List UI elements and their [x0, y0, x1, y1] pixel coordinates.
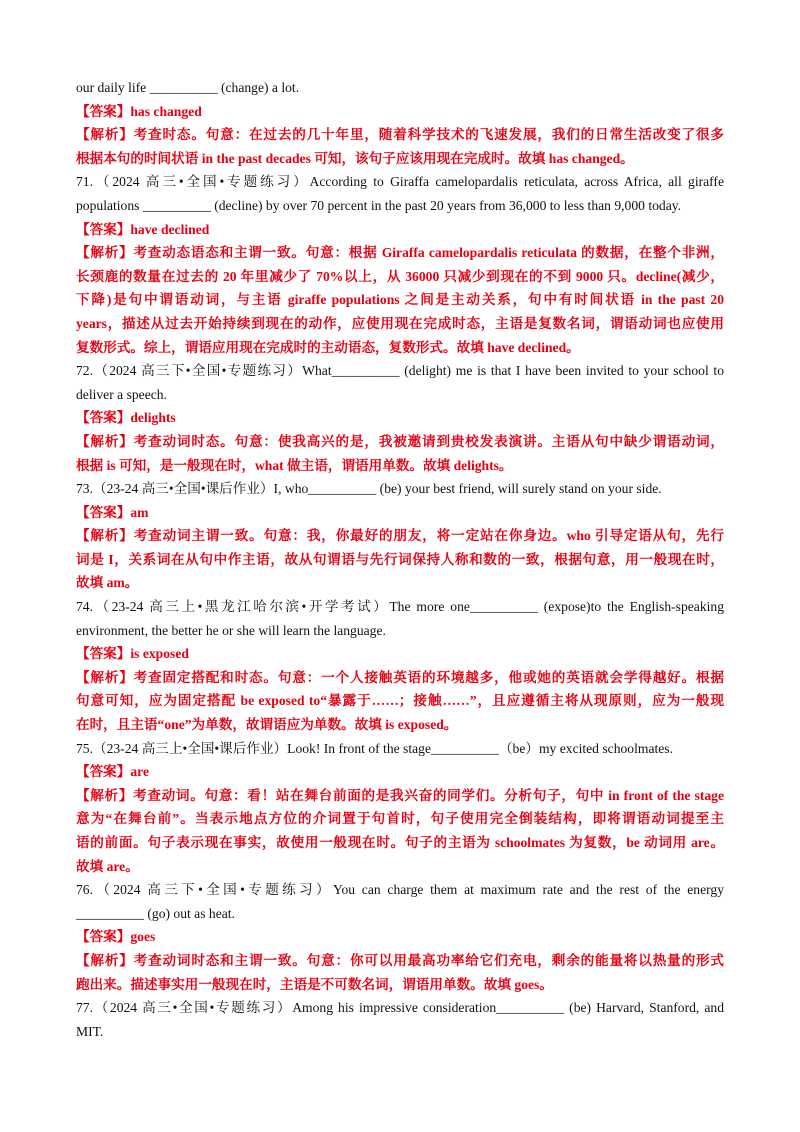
explanation-line: 【解析】考查动态语态和主谓一致。句意：根据 Giraffa camelopardalis reticulata 的数据，在整个非洲，: [76, 245, 724, 261]
answer-line: 【答案】is exposed: [76, 646, 189, 662]
explanation-line: 长颈鹿的数量在过去的 20 年里减少了 70%以上，从 36000 只减少到现在的不到 9000 只。decline(减少，: [76, 268, 724, 284]
explanation-block: [76, 123, 724, 170]
explanation-line: 【解析】考查动词。句意：看！站在舞台前面的是我兴奋的同学们。分析句子，句中 in front of the stage: [76, 787, 724, 803]
explanation-line: 根据 is 可知，是一般现在时，what 做主语，谓语用单数。故填 delights。: [76, 457, 513, 473]
explanation-block: [76, 949, 724, 996]
explanation-line: 【解析】考查固定搭配和时态。句意：一个人接触英语的环境越多，他或她的英语就会学得越好。根据: [76, 669, 724, 685]
explanation-line: 语的前面。句子表示现在事实，故使用一般现在时。句子的主语为 schoolmates 为复数，be 动词用 are。: [76, 835, 724, 850]
explanation-line: 【解析】考查时态。句意：在过去的几十年里，随着科学技术的飞速发展，我们的日常生活改变了很多: [76, 127, 724, 143]
question-77: [76, 996, 724, 1043]
answer-line: 【答案】have declined: [76, 221, 210, 237]
explanation-line: 【解析】考查动词主谓一致。句意：我，你最好的朋友，将一定站在你身边。who 引导定语从句，先行: [76, 528, 724, 544]
question-line: 75.（23-24 高三上•全国•课后作业）Look! In front of the stage__________（be）my excited schoolmates.: [76, 740, 673, 756]
explanation-block: [76, 524, 724, 595]
question-line: MIT.: [76, 1023, 104, 1039]
explanation-block: [76, 784, 724, 878]
explanation-line: 复数形式。综上，谓语应用现在完成时的主动语态，复数形式。故填 have declined。: [76, 339, 580, 355]
explanation-line: 词是 I，关系词在从句中作主语，故从句谓语与先行词保持人称和数的一致，根据句意，用一般现在时，: [76, 551, 724, 567]
question-line: 74.（23-24 高三上•黑龙江哈尔滨•开学考试）The more one__________ (expose)to the English-speaking: [76, 599, 724, 615]
answer-line: 【答案】delights: [76, 410, 176, 426]
question-line: __________ (go) out as heat.: [76, 905, 235, 921]
question-line: 77.（2024 高三•全国•专题练习）Among his impressive consideration__________ (be) Harvard, Stanford, and: [76, 1000, 724, 1016]
explanation-block: [76, 430, 724, 477]
question-75: [76, 737, 724, 761]
question-line: 76.（2024 高三下•全国•专题练习）You can charge them at maximum rate and the rest of the energy: [76, 882, 724, 898]
answer-line: 【答案】has changed: [76, 103, 202, 119]
explanation-line: 句意可知，应为固定搭配 be exposed to“暴露于……；接触……”，且应遵循主将从现原则，应为一般现: [76, 693, 724, 709]
question-line: 72.（2024 高三下•全国•专题练习）What__________ (delight) me is that I have been invited to your school to: [76, 363, 724, 379]
question-73: [76, 477, 724, 501]
explanation-block: [76, 241, 724, 359]
question-line: deliver a speech.: [76, 386, 167, 402]
question-line: populations __________ (decline) by over 70 percent in the past 20 years from 36,000 to less than 9,000 today.: [76, 197, 682, 213]
question-76: [76, 878, 724, 925]
explanation-line: 下降)是句中谓语动词，与主语 giraffe populations 之间是主动关系，句中有时间状语 in the past 20: [76, 292, 724, 308]
answer-block: [76, 100, 724, 124]
answer-line: 【答案】are: [76, 764, 149, 780]
explanation-line: 故填 are。: [76, 858, 139, 874]
question-line: 73.（23-24 高三•全国•课后作业）I, who__________ (be) your best friend, will surely stand on your side.: [76, 481, 662, 497]
question-line: environment, the better he or she will learn the language.: [76, 622, 386, 638]
explanation-line: 在时，且主语“one”为单数，故谓语应为单数。故填 is exposed。: [76, 717, 458, 733]
question-74: [76, 595, 724, 642]
explanation-line: 根据本句的时间状语 in the past decades 可知，该句子应该用现在完成时。故填 has changed。: [76, 150, 634, 166]
explanation-line: 故填 am。: [76, 575, 139, 591]
answer-line: 【答案】goes: [76, 929, 156, 945]
question-line: 71.（2024 高三•全国•专题练习）According to Giraffa camelopardalis reticulata, across Africa, all giraffe: [76, 174, 724, 190]
explanation-line: 【解析】考查动词时态。句意：使我高兴的是，我被邀请到贵校发表演讲。主语从句中缺少谓语动词，: [76, 433, 724, 449]
explanation-block: [76, 666, 724, 737]
question-72: [76, 359, 724, 406]
explanation-line: 跑出来。描述事实用一般现在时，主语是不可数名词，谓语用单数。故填 goes。: [76, 976, 553, 992]
answer-line: 【答案】am: [76, 504, 149, 520]
explanation-line: 【解析】考查动词时态和主谓一致。句意：你可以用最高功率给它们充电，剩余的能量将以热量的形式: [76, 952, 724, 968]
explanation-line: years，描述从过去开始持续到现在的动作，应使用现在完成时态，主语是复数名词，谓语动词也应使用: [76, 315, 724, 331]
explanation-line: 意为“在舞台前”。当表示地点方位的介词置于句首时，句子使用完全倒装结构，即将谓语动词提至主: [76, 811, 724, 827]
question-71: [76, 170, 724, 217]
question-continuation: our daily life __________ (change) a lot.: [76, 80, 300, 95]
